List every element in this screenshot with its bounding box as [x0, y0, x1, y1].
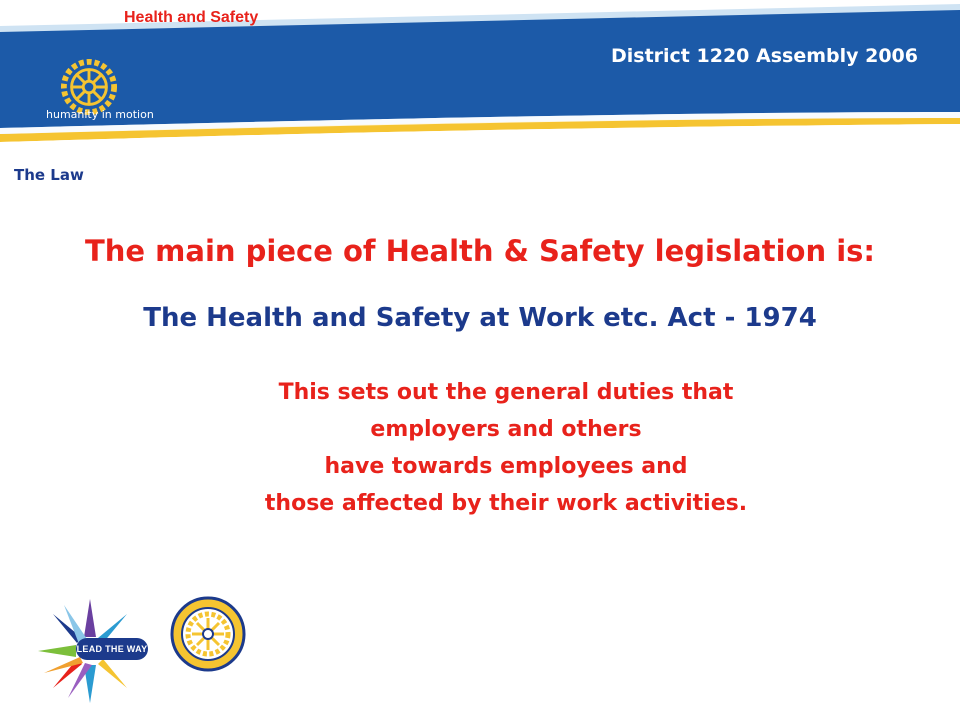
headline: The main piece of Health & Safety legislation is:	[84, 234, 875, 268]
body-line: This sets out the general duties that	[278, 380, 734, 405]
tagline: humanity in motion	[46, 108, 154, 121]
presentation-topic: Health and Safety	[124, 9, 259, 26]
act-title: The Health and Safety at Work etc. Act - 1974	[143, 303, 817, 333]
body-line: employers and others	[370, 417, 642, 442]
lead-the-way-label: LEAD THE WAY	[76, 638, 148, 660]
section-label: The Law	[14, 166, 84, 184]
body-line: those affected by their work activities.	[264, 491, 748, 516]
assembly-title: District 1220 Assembly 2006	[610, 45, 918, 67]
body-line: have towards employees and	[324, 454, 688, 479]
rotary-international-seal	[168, 594, 248, 674]
body-text	[0, 374, 960, 522]
